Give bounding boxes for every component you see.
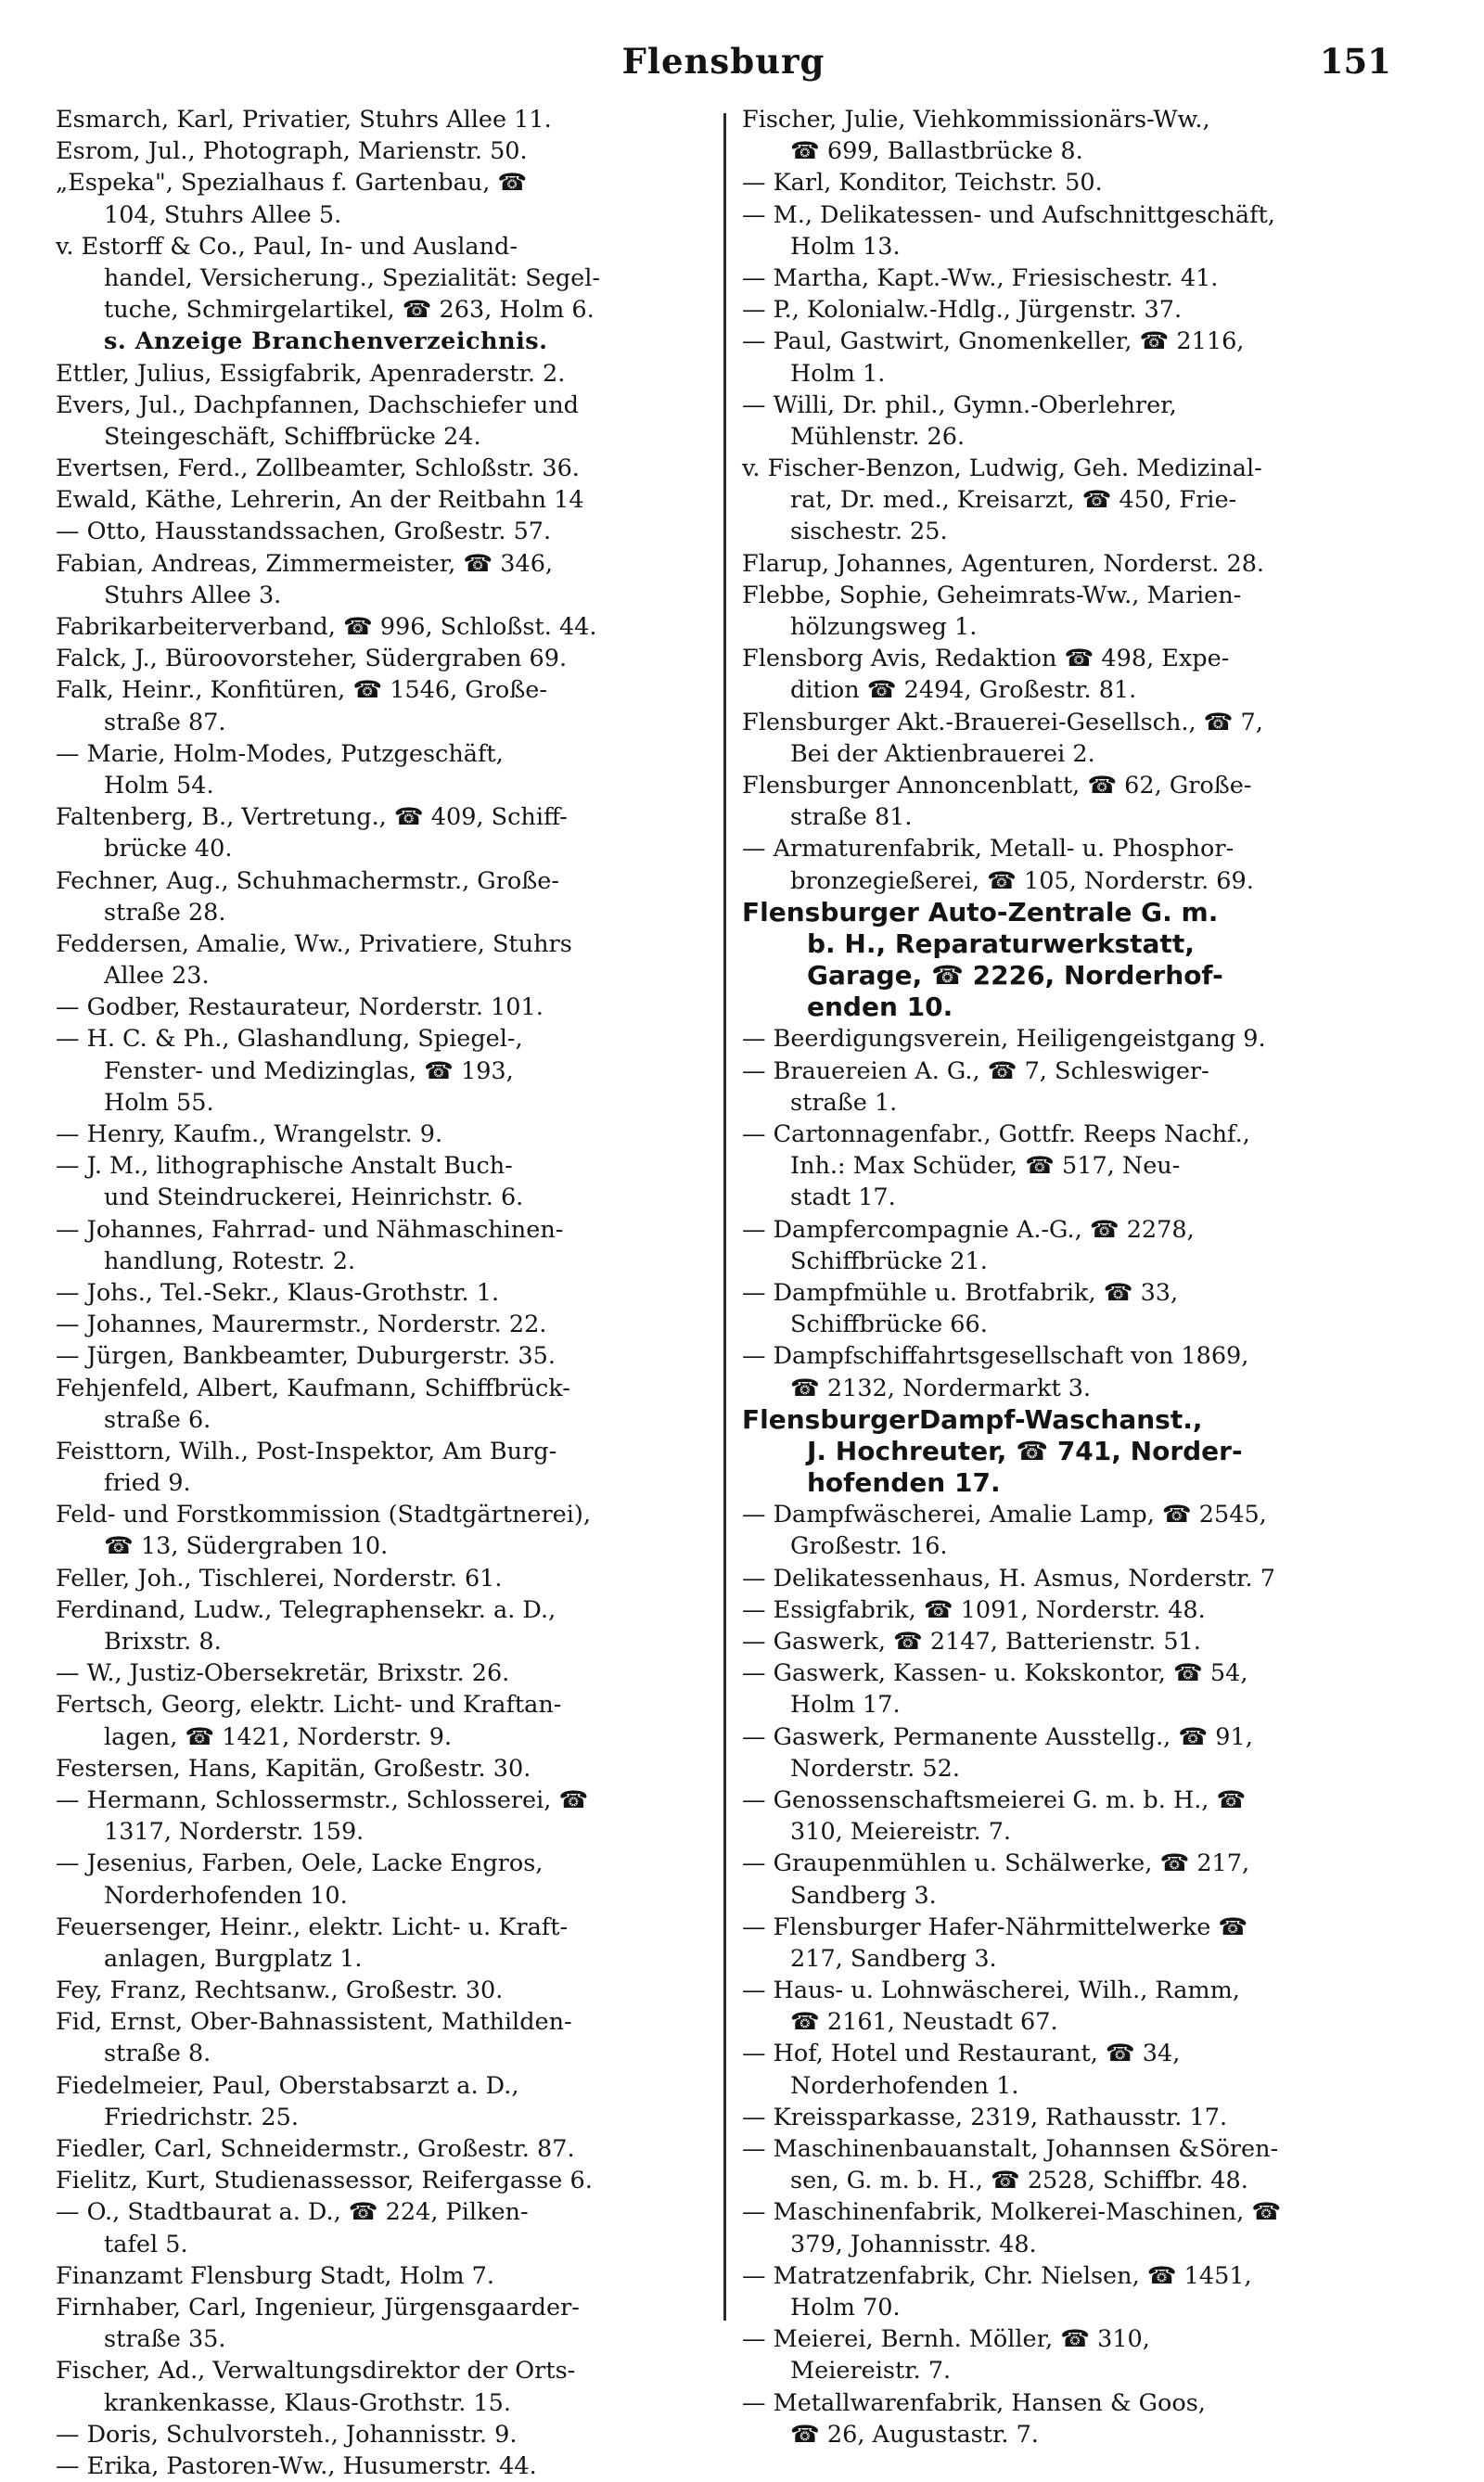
directory-line: Flensburger Auto-Zentrale G. m.	[742, 896, 1219, 928]
directory-line: — Armaturenfabrik, Metall- u. Phosphor-	[742, 835, 1235, 864]
directory-line: 379, Johannisstr. 48.	[790, 2230, 1037, 2258]
directory-line: Ferdinand, Ludw., Telegraphensekr. a. D.,	[56, 1595, 556, 1624]
directory-line: — H. C. & Ph., Glashandlung, Spiegel-,	[56, 1025, 523, 1054]
directory-line: Fehjenfeld, Albert, Kaufmann, Schiffbrück-	[56, 1374, 570, 1402]
directory-line: Evertsen, Ferd., Zollbeamter, Schloßstr. 36.	[56, 454, 580, 483]
page-title: Flensburg	[621, 41, 825, 82]
directory-line: Evers, Jul., Dachpfannen, Dachschiefer und	[56, 390, 579, 419]
directory-line: — Martha, Kapt.-Ww., Friesischestr. 41.	[742, 263, 1219, 292]
directory-line: lagen, ☎ 1421, Norderstr. 9.	[104, 1722, 453, 1751]
directory-line: Finanzamt Flensburg Stadt, Holm 7.	[56, 2261, 494, 2290]
directory-line: — Otto, Hausstandssachen, Großestr. 57.	[56, 518, 552, 546]
directory-line: — Meierei, Bernh. Möller, ☎ 310,	[742, 2325, 1150, 2354]
directory-line: Holm 70.	[790, 2293, 901, 2322]
directory-line: Ettler, Julius, Essigfabrik, Apenraderstr. 2.	[56, 359, 566, 388]
directory-line: Stuhrs Allee 3.	[104, 581, 282, 609]
directory-line: — Henry, Kaufm., Wrangelstr. 9.	[56, 1120, 443, 1148]
directory-line: Holm 55.	[104, 1088, 214, 1117]
directory-line: Steingeschäft, Schiffbrücke 24.	[104, 422, 481, 451]
directory-line: „Espeka", Spezialhaus f. Gartenbau, ☎	[56, 169, 528, 198]
directory-line: — Cartonnagenfabr., Gottfr. Reeps Nachf.,	[742, 1120, 1250, 1148]
directory-line: — M., Delikatessen- und Aufschnittgeschäft,	[742, 200, 1275, 229]
directory-line: Flensburger Annoncenblatt, ☎ 62, Große-	[742, 771, 1252, 800]
directory-line: Brixstr. 8.	[104, 1628, 222, 1656]
directory-line: stadt 17.	[790, 1183, 896, 1212]
directory-line: 310, Meiereistr. 7.	[790, 1818, 1012, 1847]
directory-line: — Johs., Tel.-Sekr., Klaus-Grothstr. 1.	[56, 1278, 500, 1307]
directory-line: Festersen, Hans, Kapitän, Großestr. 30.	[56, 1754, 531, 1783]
directory-line: — Brauereien A. G., ☎ 7, Schleswiger-	[742, 1056, 1209, 1085]
directory-line: — Erika, Pastoren-Ww., Husumerstr. 44.	[56, 2451, 537, 2480]
directory-line: hölzungsweg 1.	[790, 613, 978, 641]
directory-line: — Graupenmühlen u. Schälwerke, ☎ 217,	[742, 1849, 1250, 1878]
directory-line: hofenden 17.	[807, 1467, 1001, 1499]
directory-line: Falk, Heinr., Konfitüren, ☎ 1546, Große-	[56, 676, 547, 705]
directory-line: — Gaswerk, ☎ 2147, Batterienstr. 51.	[742, 1628, 1201, 1656]
directory-line: brücke 40.	[104, 835, 233, 864]
directory-line: straße 6.	[104, 1405, 211, 1434]
directory-line: rat, Dr. med., Kreisarzt, ☎ 450, Frie-	[790, 486, 1237, 515]
directory-line: — Jesenius, Farben, Oele, Lacke Engros,	[56, 1849, 544, 1878]
directory-line: 1317, Norderstr. 159.	[104, 1818, 365, 1847]
directory-line: tuche, Schmirgelartikel, ☎ 263, Holm 6.	[104, 296, 595, 325]
directory-line: — Hof, Hotel und Restaurant, ☎ 34,	[742, 2040, 1181, 2068]
directory-line: — Kreissparkasse, 2319, Rathausstr. 17.	[742, 2103, 1228, 2131]
directory-line: Feddersen, Amalie, Ww., Privatiere, Stuhrs	[56, 929, 572, 958]
directory-line: — P., Kolonialw.-Hdlg., Jürgenstr. 37.	[742, 296, 1183, 325]
directory-line: Falck, J., Büroovorsteher, Südergraben 69.	[56, 645, 568, 673]
directory-line: Feisttorn, Wilh., Post-Inspektor, Am Burg-	[56, 1437, 557, 1465]
directory-line: handlung, Rotestr. 2.	[104, 1247, 356, 1275]
directory-line: Fid, Ernst, Ober-Bahnassistent, Mathilden-	[56, 2008, 572, 2037]
directory-line: Firnhaber, Carl, Ingenieur, Jürgensgaarder-	[56, 2293, 580, 2322]
directory-line: Norderhofenden 1.	[790, 2071, 1019, 2100]
directory-line: dition ☎ 2494, Großestr. 81.	[790, 676, 1137, 705]
directory-line: FlensburgerDampf-Waschanst.,	[742, 1403, 1203, 1435]
directory-line: — Hermann, Schlossermstr., Schlosserei, ☎	[56, 1785, 589, 1814]
directory-line: Fabrikarbeiterverband, ☎ 996, Schloßst. 44.	[56, 613, 597, 641]
right-column	[742, 104, 1391, 2449]
page-number: 151	[1319, 41, 1391, 82]
directory-line: — Haus- u. Lohnwäscherei, Wilh., Ramm,	[742, 1977, 1240, 2005]
directory-line: — Jürgen, Bankbeamter, Duburgerstr. 35.	[56, 1342, 556, 1371]
directory-line: Esrom, Jul., Photograph, Marienstr. 50.	[56, 137, 528, 166]
page-header	[56, 33, 1391, 93]
directory-line: — Metallwarenfabrik, Hansen & Goos,	[742, 2388, 1206, 2417]
directory-line: — Paul, Gastwirt, Gnomenkeller, ☎ 2116,	[742, 327, 1245, 356]
directory-line: Flensburger Akt.-Brauerei-Gesellsch., ☎ 7,	[742, 708, 1263, 736]
column-divider	[723, 113, 726, 2321]
directory-line: fried 9.	[104, 1469, 191, 1498]
directory-line: — Marie, Holm-Modes, Putzgeschäft,	[56, 739, 504, 768]
directory-line: Flensborg Avis, Redaktion ☎ 498, Expe-	[742, 645, 1230, 673]
directory-line: straße 35.	[104, 2325, 226, 2354]
directory-line: — O., Stadtbaurat a. D., ☎ 224, Pilken-	[56, 2198, 529, 2227]
directory-line: Feller, Joh., Tischlerei, Norderstr. 61.	[56, 1564, 503, 1593]
directory-line: und Steindruckerei, Heinrichstr. 6.	[104, 1183, 524, 1212]
directory-line: Schiffbrücke 66.	[790, 1311, 988, 1339]
directory-line: Ewald, Käthe, Lehrerin, An der Reitbahn 14	[56, 486, 584, 515]
directory-line: enden 10.	[807, 992, 953, 1023]
directory-line: J. Hochreuter, ☎ 741, Norder-	[807, 1435, 1243, 1466]
directory-line: — Dampfmühle u. Brotfabrik, ☎ 33,	[742, 1278, 1179, 1307]
directory-line: Mühlenstr. 26.	[790, 422, 966, 451]
directory-line: s. Anzeige Branchenverzeichnis.	[104, 327, 548, 356]
directory-line: — W., Justiz-Obersekretär, Brixstr. 26.	[56, 1659, 510, 1688]
directory-line: Esmarch, Karl, Privatier, Stuhrs Allee 11.	[56, 106, 552, 134]
directory-line: Sandberg 3.	[790, 1881, 937, 1910]
directory-line: Flarup, Johannes, Agenturen, Norderst. 28.	[742, 549, 1265, 578]
directory-line: Holm 54.	[104, 771, 214, 800]
directory-line: Holm 13.	[790, 232, 901, 261]
directory-line: straße 87.	[104, 708, 226, 736]
directory-line: — Flensburger Hafer-Nährmittelwerke ☎	[742, 1913, 1248, 1941]
directory-line: — Johannes, Maurermstr., Norderstr. 22.	[56, 1311, 547, 1339]
directory-line: Inh.: Max Schüder, ☎ 517, Neu-	[790, 1152, 1181, 1181]
directory-line: — Genossenschaftsmeierei G. m. b. H., ☎	[742, 1785, 1247, 1814]
left-column	[56, 104, 705, 2480]
directory-line: — Gaswerk, Permanente Ausstellg., ☎ 91,	[742, 1722, 1253, 1751]
directory-line: straße 8.	[104, 2040, 211, 2068]
directory-line: Flebbe, Sophie, Geheimrats-Ww., Marien-	[742, 581, 1242, 609]
directory-line: Faltenberg, B., Vertretung., ☎ 409, Schiff-	[56, 803, 568, 832]
directory-line: — Dampfschiffahrtsgesellschaft von 1869,	[742, 1342, 1249, 1371]
directory-line: Fielitz, Kurt, Studienassessor, Reifergasse 6.	[56, 2167, 593, 2195]
directory-line: Schiffbrücke 21.	[790, 1247, 988, 1275]
directory-line: krankenkasse, Klaus-Grothstr. 15.	[104, 2388, 511, 2417]
directory-line: — Delikatessenhaus, H. Asmus, Norderstr. 7	[742, 1564, 1275, 1593]
directory-line: ☎ 2132, Nordermarkt 3.	[790, 1374, 1092, 1402]
directory-line: — J. M., lithographische Anstalt Buch-	[56, 1152, 513, 1181]
directory-line: 217, Sandberg 3.	[790, 1944, 997, 1973]
directory-line: — Karl, Konditor, Teichstr. 50.	[742, 169, 1103, 198]
directory-line: handel, Versicherung., Spezialität: Segel-	[104, 263, 601, 292]
directory-line: Fechner, Aug., Schuhmachermstr., Große-	[56, 866, 559, 895]
directory-line: straße 1.	[790, 1088, 898, 1117]
directory-line: Garage, ☎ 2226, Norderhof-	[807, 960, 1223, 992]
directory-line: sen, G. m. b. H., ☎ 2528, Schiffbr. 48.	[790, 2167, 1248, 2195]
directory-line: Meiereistr. 7.	[790, 2357, 952, 2386]
directory-line: Fiedelmeier, Paul, Oberstabsarzt a. D.,	[56, 2071, 519, 2100]
directory-line: — Dampfercompagnie A.-G., ☎ 2278,	[742, 1215, 1195, 1244]
directory-line: — Beerdigungsverein, Heiligengeistgang 9.	[742, 1025, 1266, 1054]
directory-line: v. Estorff & Co., Paul, In- und Ausland-	[56, 232, 518, 261]
directory-line: b. H., Reparaturwerkstatt,	[807, 928, 1195, 959]
directory-line: Allee 23.	[104, 962, 210, 991]
directory-line: Großestr. 16.	[790, 1532, 948, 1561]
directory-line: Bei der Aktienbrauerei 2.	[790, 739, 1095, 768]
directory-line: — Maschinenbauanstalt, Johannsen &Sören-	[742, 2135, 1279, 2163]
directory-line: — Gaswerk, Kassen- u. Kokskontor, ☎ 54,	[742, 1659, 1248, 1688]
directory-line: ☎ 699, Ballastbrücke 8.	[790, 137, 1083, 166]
directory-line: — Johannes, Fahrrad- und Nähmaschinen-	[56, 1215, 564, 1244]
directory-line: ☎ 2161, Neustadt 67.	[790, 2008, 1058, 2037]
directory-line: ☎ 26, Augustastr. 7.	[790, 2420, 1039, 2449]
directory-line: sischestr. 25.	[790, 518, 948, 546]
directory-line: bronzegießerei, ☎ 105, Norderstr. 69.	[790, 866, 1254, 895]
directory-line: Fenster- und Medizinglas, ☎ 193,	[104, 1056, 514, 1085]
directory-line: Holm 1.	[790, 359, 886, 388]
directory-line: — Doris, Schulvorsteh., Johannisstr. 9.	[56, 2420, 518, 2449]
directory-line: — Dampfwäscherei, Amalie Lamp, ☎ 2545,	[742, 1501, 1267, 1529]
directory-line: Feuersenger, Heinr., elektr. Licht- u. Kraft-	[56, 1913, 569, 1941]
directory-line: — Willi, Dr. phil., Gymn.-Oberlehrer,	[742, 390, 1177, 419]
directory-line: Fertsch, Georg, elektr. Licht- und Kraftan-	[56, 1691, 562, 1720]
directory-line: Feld- und Forstkommission (Stadtgärtnerei),	[56, 1501, 591, 1529]
directory-line: — Essigfabrik, ☎ 1091, Norderstr. 48.	[742, 1595, 1206, 1624]
directory-line: 104, Stuhrs Allee 5.	[104, 200, 342, 229]
directory-line: straße 81.	[790, 803, 913, 832]
directory-line: Fey, Franz, Rechtsanw., Großestr. 30.	[56, 1977, 504, 2005]
directory-line: Norderstr. 52.	[790, 1754, 960, 1783]
directory-content	[56, 104, 1391, 2480]
directory-line: — Matratzenfabrik, Chr. Nielsen, ☎ 1451,	[742, 2261, 1252, 2290]
directory-line: straße 28.	[104, 898, 226, 927]
directory-line: ☎ 13, Südergraben 10.	[104, 1532, 389, 1561]
directory-line: Fischer, Ad., Verwaltungsdirektor der Orts-	[56, 2357, 576, 2386]
directory-line: v. Fischer-Benzon, Ludwig, Geh. Medizinal-	[742, 454, 1262, 483]
directory-line: Fiedler, Carl, Schneidermstr., Großestr. 87.	[56, 2135, 575, 2163]
directory-line: anlagen, Burgplatz 1.	[104, 1944, 363, 1973]
directory-line: Fabian, Andreas, Zimmermeister, ☎ 346,	[56, 549, 554, 578]
directory-line: — Godber, Restaurateur, Norderstr. 101.	[56, 993, 544, 1022]
directory-line: Friedrichstr. 25.	[104, 2103, 299, 2131]
directory-line: Holm 17.	[790, 1691, 901, 1720]
directory-line: Fischer, Julie, Viehkommissionärs-Ww.,	[742, 106, 1210, 134]
directory-line: tafel 5.	[104, 2230, 188, 2258]
directory-line: Norderhofenden 10.	[104, 1881, 348, 1910]
directory-line: — Maschinenfabrik, Molkerei-Maschinen, ☎	[742, 2198, 1282, 2227]
